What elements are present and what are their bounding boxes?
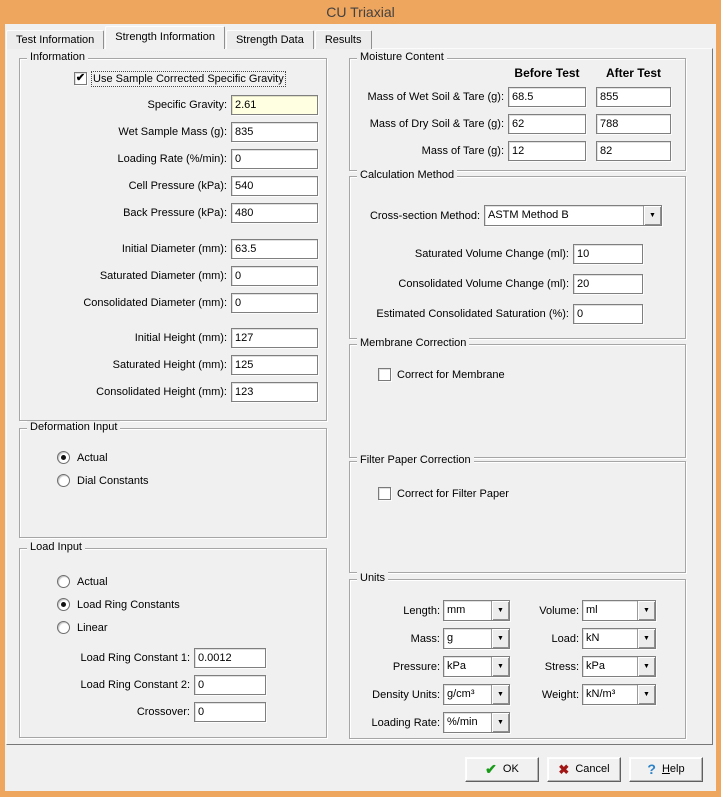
weight-label: Weight: bbox=[541, 688, 579, 701]
back-pressure-label: Back Pressure (kPa): bbox=[123, 207, 227, 219]
field-row bbox=[20, 328, 318, 348]
radio-label: Dial Constants bbox=[77, 474, 149, 487]
combo-selected-value: %/min bbox=[447, 716, 478, 728]
radio-icon bbox=[57, 474, 70, 487]
crossover-input[interactable] bbox=[194, 702, 266, 722]
checkbox-icon bbox=[74, 72, 87, 85]
field-row bbox=[20, 176, 318, 196]
estimated-consolidated-saturation-input[interactable] bbox=[573, 304, 643, 324]
mass-wet-after-input[interactable] bbox=[596, 87, 671, 107]
checkbox-label: Correct for Membrane bbox=[397, 368, 505, 381]
correct-for-filter-paper-checkbox[interactable] bbox=[378, 486, 685, 501]
deformation-input-group bbox=[19, 421, 327, 538]
combo-selected-value: ASTM Method B bbox=[488, 209, 569, 221]
checkbox-label: Correct for Filter Paper bbox=[397, 487, 509, 500]
cancel-button[interactable] bbox=[547, 757, 621, 782]
field-row bbox=[20, 382, 318, 402]
load-actual-radio[interactable] bbox=[57, 575, 326, 588]
tab-strip bbox=[6, 26, 715, 49]
dropdown-arrow-icon[interactable]: ▼ bbox=[637, 601, 655, 620]
dropdown-arrow-icon[interactable]: ▼ bbox=[637, 657, 655, 676]
mass-wet-before-input[interactable] bbox=[508, 87, 586, 107]
radio-label: Load Ring Constants bbox=[77, 598, 180, 611]
load-ring-constant-1-label: Load Ring Constant 1: bbox=[80, 652, 190, 664]
radio-label: Actual bbox=[77, 575, 108, 588]
radio-dot bbox=[61, 602, 66, 607]
specific-gravity-label: Specific Gravity: bbox=[147, 99, 227, 111]
cell-pressure-label: Cell Pressure (kPa): bbox=[128, 180, 227, 192]
loading-rate-label: Loading Rate (%/min): bbox=[117, 153, 227, 165]
weight-unit-combo[interactable] bbox=[582, 684, 656, 705]
consolidated-height-label: Consolidated Height (mm): bbox=[96, 386, 227, 398]
tab-strength-data[interactable]: Strength Data bbox=[226, 30, 314, 49]
mass-dry-before-input[interactable] bbox=[508, 114, 586, 134]
stress-label: Stress: bbox=[544, 660, 579, 673]
field-row bbox=[20, 675, 266, 695]
filter-paper-correction-group-title: Filter Paper Correction bbox=[357, 454, 474, 466]
window-title: CU Triaxial bbox=[326, 4, 395, 20]
combo-selected-value: kN bbox=[586, 632, 600, 644]
mass-dry-after-input[interactable] bbox=[596, 114, 671, 134]
ok-button-label: OK bbox=[502, 763, 519, 775]
combo-selected-value: kPa bbox=[586, 660, 605, 672]
load-ring-constants-radio[interactable] bbox=[57, 598, 326, 611]
units-group-title: Units bbox=[357, 572, 388, 584]
ok-button[interactable] bbox=[465, 757, 539, 782]
field-row bbox=[20, 203, 318, 223]
membrane-correction-group-title: Membrane Correction bbox=[357, 337, 469, 349]
use-sample-corrected-specific-gravity-checkbox[interactable] bbox=[20, 71, 318, 86]
initial-diameter-label: Initial Diameter (mm): bbox=[121, 243, 227, 255]
specific-gravity-input[interactable] bbox=[231, 95, 318, 115]
ok-check-icon: ✔ bbox=[485, 761, 497, 777]
mass-tare-after-input[interactable] bbox=[596, 141, 671, 161]
cancel-x-icon: ✖ bbox=[558, 761, 570, 777]
length-label: Length: bbox=[403, 604, 440, 617]
information-group bbox=[19, 51, 327, 421]
load-linear-radio[interactable] bbox=[57, 621, 326, 634]
loading-rate-unit-combo[interactable] bbox=[443, 712, 510, 733]
after-test-header: After Test bbox=[605, 66, 662, 80]
field-row bbox=[20, 149, 318, 169]
deformation-dial-constants-radio[interactable] bbox=[57, 474, 326, 487]
units-row bbox=[350, 656, 685, 677]
dropdown-arrow-icon[interactable]: ▼ bbox=[491, 713, 509, 732]
tab-page-strength-information bbox=[6, 48, 713, 745]
radio-icon bbox=[57, 598, 70, 611]
field-row bbox=[20, 266, 318, 286]
checkbox-label: Use Sample Corrected Specific Gravity bbox=[93, 72, 284, 85]
radio-label: Actual bbox=[77, 451, 108, 464]
consolidated-diameter-label: Consolidated Diameter (mm): bbox=[83, 297, 227, 309]
moisture-content-group-title: Moisture Content bbox=[357, 51, 447, 63]
field-row bbox=[20, 702, 266, 722]
combo-selected-value: mm bbox=[447, 604, 466, 616]
checkbox-icon bbox=[378, 368, 391, 381]
dropdown-arrow-icon[interactable]: ▼ bbox=[643, 206, 661, 225]
load-ring-constant-2-input[interactable] bbox=[194, 675, 266, 695]
load-label: Load: bbox=[551, 632, 579, 645]
combo-selected-value: kN/m³ bbox=[586, 688, 616, 700]
dropdown-arrow-icon[interactable]: ▼ bbox=[491, 657, 509, 676]
help-question-icon: ? bbox=[647, 761, 656, 777]
moisture-header-row bbox=[350, 66, 671, 83]
units-row bbox=[350, 628, 685, 649]
radio-icon bbox=[57, 575, 70, 588]
combo-selected-value: g bbox=[447, 632, 454, 644]
mass-wet-soil-tare-label: Mass of Wet Soil & Tare (g): bbox=[367, 91, 504, 103]
dropdown-arrow-icon[interactable]: ▼ bbox=[491, 629, 509, 648]
dropdown-arrow-icon[interactable]: ▼ bbox=[491, 601, 509, 620]
mass-dry-soil-tare-label: Mass of Dry Soil & Tare (g): bbox=[369, 118, 504, 130]
field-row bbox=[20, 648, 266, 668]
field-row bbox=[20, 355, 318, 375]
load-input-group-title: Load Input bbox=[27, 541, 85, 553]
mass-label: Mass: bbox=[410, 632, 440, 645]
field-row bbox=[350, 141, 671, 161]
cell-pressure-input[interactable] bbox=[231, 176, 318, 196]
saturated-diameter-input[interactable] bbox=[231, 266, 318, 286]
moisture-content-group bbox=[349, 51, 686, 171]
wet-sample-mass-input[interactable] bbox=[231, 122, 318, 142]
field-row bbox=[20, 122, 318, 142]
pressure-unit-combo[interactable] bbox=[443, 656, 510, 677]
mass-tare-before-input[interactable] bbox=[508, 141, 586, 161]
units-row bbox=[350, 684, 685, 705]
consolidated-volume-change-label: Consolidated Volume Change (ml): bbox=[398, 278, 569, 290]
calculation-method-group-title: Calculation Method bbox=[357, 169, 457, 181]
deformation-input-group-title: Deformation Input bbox=[27, 421, 120, 433]
units-group bbox=[349, 572, 686, 739]
help-button-label: Help bbox=[661, 763, 685, 775]
dialog-button-bar bbox=[5, 747, 716, 791]
cross-section-method-label: Cross-section Method: bbox=[369, 209, 480, 222]
combo-row bbox=[350, 205, 685, 226]
tab-strength-information[interactable]: Strength Information bbox=[105, 26, 225, 49]
field-row bbox=[350, 304, 643, 324]
mass-unit-combo[interactable] bbox=[443, 628, 510, 649]
wet-sample-mass-label: Wet Sample Mass (g): bbox=[118, 126, 227, 138]
field-row bbox=[350, 244, 643, 264]
tab-test-information[interactable]: Test Information bbox=[6, 30, 104, 49]
initial-diameter-input[interactable] bbox=[231, 239, 318, 259]
dropdown-arrow-icon[interactable]: ▼ bbox=[491, 685, 509, 704]
saturated-diameter-label: Saturated Diameter (mm): bbox=[99, 270, 227, 282]
field-row bbox=[20, 239, 318, 259]
combo-selected-value: g/cm³ bbox=[447, 688, 475, 700]
radio-label: Linear bbox=[77, 621, 108, 634]
length-unit-combo[interactable] bbox=[443, 600, 510, 621]
field-row bbox=[20, 95, 318, 115]
filter-paper-correction-group bbox=[349, 454, 686, 573]
information-group-title: Information bbox=[27, 51, 88, 63]
saturated-volume-change-label: Saturated Volume Change (ml): bbox=[414, 248, 569, 260]
units-row bbox=[350, 600, 685, 621]
radio-icon bbox=[57, 451, 70, 464]
density-units-combo[interactable] bbox=[443, 684, 510, 705]
before-test-header: Before Test bbox=[514, 66, 580, 80]
initial-height-label: Initial Height (mm): bbox=[134, 332, 227, 344]
consolidated-diameter-input[interactable] bbox=[231, 293, 318, 313]
initial-height-input[interactable] bbox=[231, 328, 318, 348]
checkmark-icon: ✔ bbox=[75, 72, 86, 84]
back-pressure-input[interactable] bbox=[231, 203, 318, 223]
saturated-height-label: Saturated Height (mm): bbox=[112, 359, 227, 371]
saturated-volume-change-input[interactable] bbox=[573, 244, 643, 264]
cancel-button-label: Cancel bbox=[575, 763, 610, 775]
calculation-method-group bbox=[349, 169, 686, 339]
field-row bbox=[350, 274, 643, 294]
help-button[interactable] bbox=[629, 757, 703, 782]
crossover-label: Crossover: bbox=[136, 706, 190, 718]
membrane-correction-group bbox=[349, 337, 686, 458]
dialog-body bbox=[5, 24, 716, 791]
radio-dot bbox=[61, 455, 66, 460]
pressure-label: Pressure: bbox=[392, 660, 440, 673]
dropdown-arrow-icon[interactable]: ▼ bbox=[637, 685, 655, 704]
consolidated-volume-change-input[interactable] bbox=[573, 274, 643, 294]
field-row bbox=[20, 293, 318, 313]
stress-unit-combo[interactable] bbox=[582, 656, 656, 677]
volume-unit-combo[interactable] bbox=[582, 600, 656, 621]
deformation-actual-radio[interactable] bbox=[57, 451, 326, 464]
volume-label: Volume: bbox=[539, 604, 579, 617]
units-row bbox=[350, 712, 685, 733]
loading-rate-unit-label: Loading Rate: bbox=[371, 716, 440, 729]
tab-results[interactable]: Results bbox=[315, 30, 372, 49]
correct-for-membrane-checkbox[interactable] bbox=[378, 367, 685, 382]
consolidated-height-input[interactable] bbox=[231, 382, 318, 402]
checkbox-icon bbox=[378, 487, 391, 500]
load-ring-constant-1-input[interactable] bbox=[194, 648, 266, 668]
density-units-label: Density Units: bbox=[372, 688, 440, 701]
estimated-consolidated-saturation-label: Estimated Consolidated Saturation (%): bbox=[376, 308, 569, 320]
field-row bbox=[350, 114, 671, 134]
mass-of-tare-label: Mass of Tare (g): bbox=[421, 145, 504, 157]
cross-section-method-combo[interactable] bbox=[484, 205, 662, 226]
field-row bbox=[350, 87, 671, 107]
radio-icon bbox=[57, 621, 70, 634]
loading-rate-input[interactable] bbox=[231, 149, 318, 169]
load-input-group bbox=[19, 541, 327, 738]
saturated-height-input[interactable] bbox=[231, 355, 318, 375]
combo-selected-value: kPa bbox=[447, 660, 466, 672]
load-ring-constant-2-label: Load Ring Constant 2: bbox=[80, 679, 190, 691]
combo-selected-value: ml bbox=[586, 604, 598, 616]
load-unit-combo[interactable] bbox=[582, 628, 656, 649]
dropdown-arrow-icon[interactable]: ▼ bbox=[637, 629, 655, 648]
